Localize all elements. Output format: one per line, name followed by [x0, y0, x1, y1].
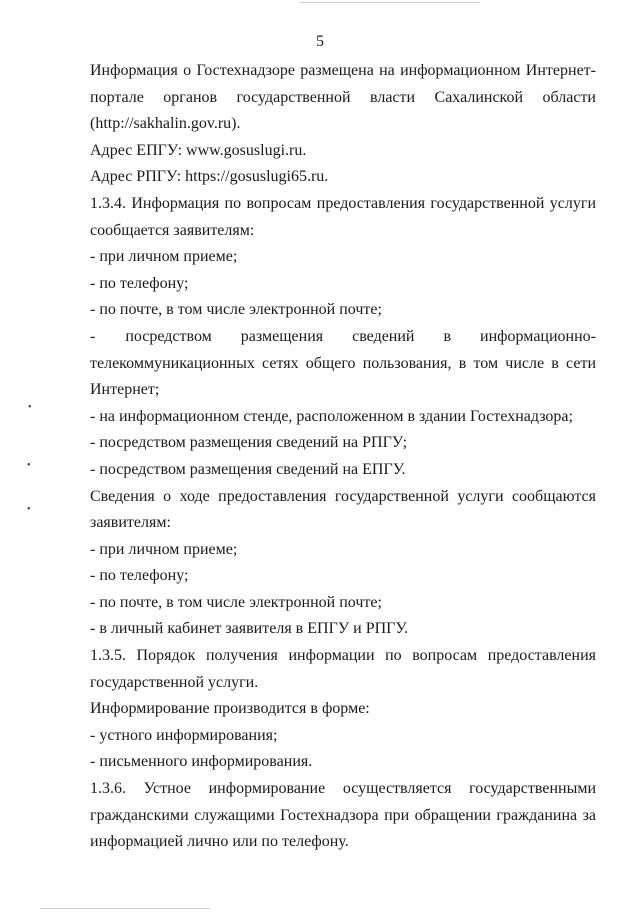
list-dash: - — [90, 327, 96, 345]
paragraph-line: 1.3.6. Устное информирование осуществляется государственными — [90, 780, 596, 798]
list-item — [90, 324, 596, 351]
paragraph-line: телекоммуникационных сетях общего пользования, в том числе в сети — [90, 354, 596, 372]
paragraph-line: Сведения о ходе предоставления государственной услуги сообщаются — [90, 487, 596, 505]
scan-artifact-bottom — [40, 908, 210, 909]
paragraph-line: 1.3.4. Информация по вопросам предоставления государственной услуги — [90, 194, 596, 212]
scan-speck: • — [27, 460, 31, 471]
paragraph-line: гражданскими служащими Гостехнадзора при обращении гражданина за — [90, 806, 596, 824]
list-item: - при личном приеме; — [90, 248, 238, 266]
list-item: - письменного информирования. — [90, 753, 313, 771]
paragraph-line: Адрес РПГУ: https://gosuslugi65.ru. — [90, 168, 329, 186]
page-number: 5 — [316, 33, 324, 50]
paragraph-line: (http://sakhalin.gov.ru). — [90, 115, 241, 133]
paragraph-line: Интернет; — [90, 381, 160, 399]
scan-speck: • — [27, 504, 31, 515]
list-item: - по телефону; — [90, 567, 189, 585]
scan-artifact-top — [300, 2, 480, 3]
paragraph-line: Информация о Гостехнадзоре размещена на информационном Интернет- — [90, 62, 596, 79]
paragraph-line: Адрес ЕПГУ: www.gosuslugi.ru. — [90, 141, 307, 159]
paragraph-line: информацией лично или по телефону. — [90, 833, 349, 851]
list-item-text: посредством размещения сведений в информационно- — [125, 327, 596, 345]
document-body — [90, 58, 596, 856]
paragraph-line: 1.3.5. Порядок получения информации по вопросам предоставления — [90, 647, 596, 665]
paragraph-line: Информирование производится в форме: — [90, 700, 370, 718]
list-item: - по почте, в том числе электронной почте; — [90, 301, 382, 319]
list-item: - по почте, в том числе электронной почте; — [90, 593, 382, 611]
paragraph-line: государственной услуги. — [90, 673, 259, 691]
list-item: - посредством размещения сведений на РПГУ; — [90, 434, 408, 452]
paragraph-line: заявителям: — [90, 514, 171, 532]
paragraph-line: сообщается заявителям: — [90, 221, 255, 239]
list-item: - по телефону; — [90, 274, 189, 292]
list-item: - посредством размещения сведений на ЕПГУ. — [90, 460, 406, 478]
scan-speck: • — [28, 402, 32, 413]
list-item: - при личном приеме; — [90, 540, 238, 558]
list-item: - в личный кабинет заявителя в ЕПГУ и РПГУ. — [90, 620, 409, 638]
paragraph-line: портале органов государственной власти Сахалинской области — [90, 88, 596, 106]
list-item: - устного информирования; — [90, 726, 278, 744]
list-item: - на информационном стенде, расположенном в здании Гостехнадзора; — [90, 407, 573, 425]
